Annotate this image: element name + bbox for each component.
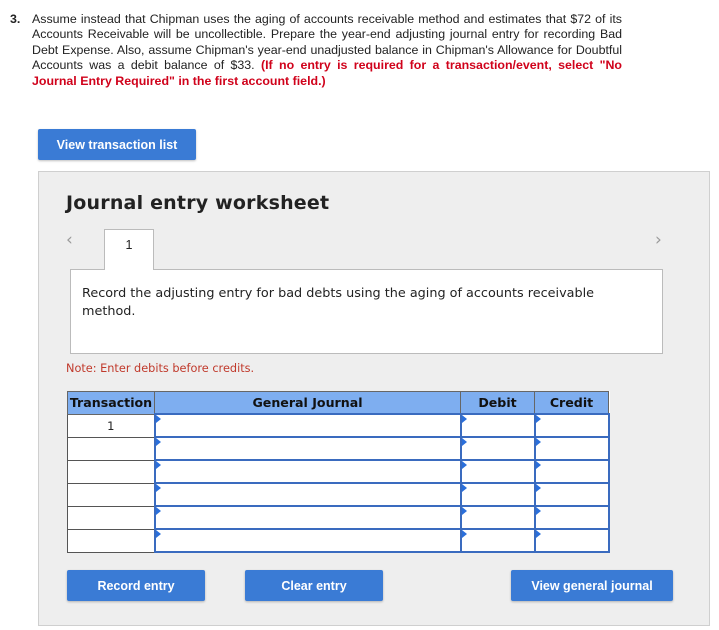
input-flag-icon [536,484,541,492]
transaction-cell [68,460,155,483]
header-credit: Credit [535,392,609,415]
table-row [68,414,609,437]
input-flag-icon [462,530,467,538]
header-debit: Debit [461,392,535,415]
dropdown-flag-icon [156,530,161,538]
debit-field[interactable] [461,437,535,460]
debit-field[interactable] [461,506,535,529]
input-flag-icon [536,461,541,469]
input-flag-icon [536,415,541,423]
table-row [68,529,609,552]
input-flag-icon [536,507,541,515]
account-field[interactable] [155,529,461,552]
account-field[interactable] [155,483,461,506]
entry-description: Record the adjusting entry for bad debts using the aging of accounts receivable method. [70,269,663,354]
debit-field[interactable] [461,460,535,483]
record-entry-button[interactable]: Record entry [67,570,205,601]
debit-field[interactable] [461,529,535,552]
input-flag-icon [462,438,467,446]
dropdown-flag-icon [156,415,161,423]
account-field[interactable] [155,414,461,437]
transaction-cell [68,506,155,529]
dropdown-flag-icon [156,484,161,492]
debit-field[interactable] [461,483,535,506]
view-transaction-list-button[interactable]: View transaction list [38,129,196,160]
transaction-cell [68,529,155,552]
table-row [68,483,609,506]
view-general-journal-button[interactable]: View general journal [511,570,673,601]
chevron-right-icon[interactable]: › [655,230,662,250]
worksheet-title: Journal entry worksheet [66,192,330,214]
chevron-left-icon[interactable]: ‹ [66,230,73,250]
question-instruction: (If no entry is required for a transaction/event, select "No Journal Entry Required" in the first account field.) [32,58,622,88]
credit-field[interactable] [535,529,609,552]
journal-entry-worksheet [38,171,710,626]
credit-field[interactable] [535,460,609,483]
table-row [68,460,609,483]
journal-table [67,391,610,553]
credit-field[interactable] [535,483,609,506]
credit-field[interactable] [535,414,609,437]
account-field[interactable] [155,437,461,460]
input-flag-icon [462,461,467,469]
account-field[interactable] [155,460,461,483]
input-flag-icon [536,438,541,446]
transaction-tab-1[interactable]: 1 [104,229,154,270]
question-text: Assume instead that Chipman uses the aging of accounts receivable method and estimates that $72 of its Accounts Receivable will be uncollectible. Prepare the year-end adjusting journal entry for recording Bad Debt Expense. Also, assume Chipman's year-end unadjusted balance in Chipman's Allowance for Doubtful Accounts was a debit balance of $33. [32,12,622,73]
table-row [68,437,609,460]
debit-credit-note: Note: Enter debits before credits. [66,362,255,375]
question-block [10,12,622,89]
account-field[interactable] [155,506,461,529]
header-transaction: Transaction [68,392,155,415]
dropdown-flag-icon [156,461,161,469]
input-flag-icon [462,484,467,492]
table-row [68,506,609,529]
input-flag-icon [536,530,541,538]
question-body [32,12,622,89]
input-flag-icon [462,507,467,515]
credit-field[interactable] [535,506,609,529]
input-flag-icon [462,415,467,423]
question-number: 3. [10,12,21,26]
transaction-cell [68,483,155,506]
header-general-journal: General Journal [155,392,461,415]
credit-field[interactable] [535,437,609,460]
transaction-cell: 1 [68,414,155,437]
debit-field[interactable] [461,414,535,437]
clear-entry-button[interactable]: Clear entry [245,570,383,601]
dropdown-flag-icon [156,438,161,446]
dropdown-flag-icon [156,507,161,515]
transaction-cell [68,437,155,460]
